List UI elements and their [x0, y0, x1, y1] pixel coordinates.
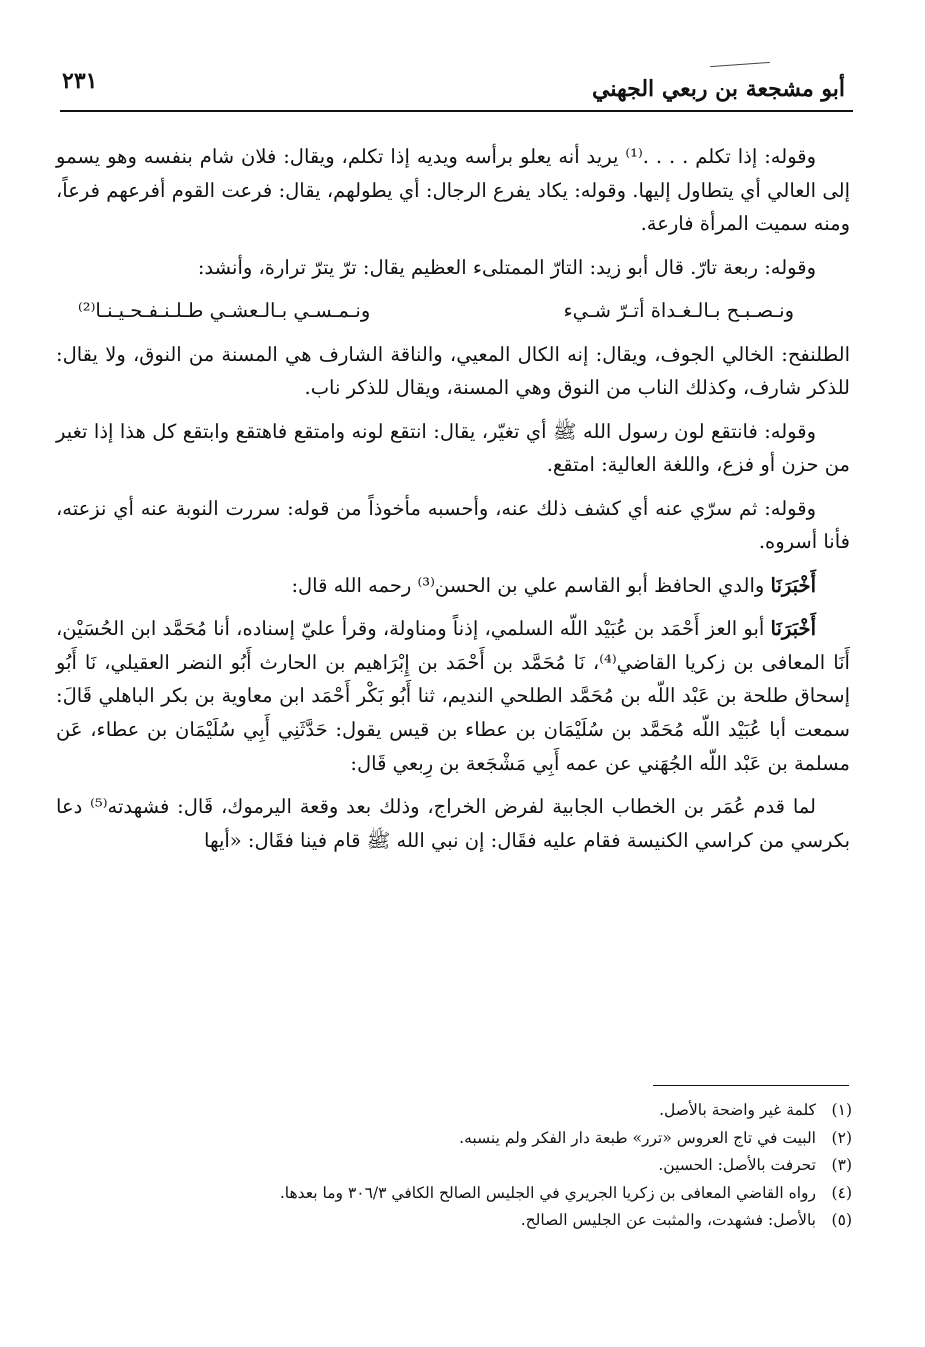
lead-word: أَخْبَرَنَا [770, 617, 816, 641]
running-title: أبو مشجعة بن ربعي الجهني [592, 76, 845, 102]
footnote-text: بالأصل: فشهدت، والمثبت عن الجليس الصالح. [520, 1211, 816, 1230]
lead-word: أَخْبَرَنَا [770, 573, 816, 597]
footnote-text: تحرفت بالأصل: الحسين. [658, 1156, 816, 1175]
paragraph: وقوله: إذا تكلم . . . .⁽¹⁾ يريد أنه يعلو برأسه ويديه إذا تكلم، ويقال: فلان شام بنفسه وهو يسمو إلى العالي أي يتطاول إليها. وقوله: يكاد يفرع الرجال: أي يطولهم، يقال: فرعت القوم أفرعهم فرعاً، ومنه سميت المرأة فارعة. [56, 145, 850, 236]
header-rule [60, 110, 853, 112]
footnote [100, 1181, 852, 1205]
footnotes [100, 1098, 852, 1236]
footnote-number: (٣) [831, 1156, 852, 1175]
paragraph [56, 569, 850, 603]
paragraph: وقوله: ربعة تارّ. قال أبو زيد: التارّ الممتلىء العظيم يقال: ترّ يترّ ترارة، وأنشد: [197, 255, 816, 279]
paragraph [56, 612, 850, 780]
paragraph: وقوله: فانتقع لون رسول الله ﷺ أي تغيّر، يقال: انتقع لونه وامتقع فاهتقع وابتقع كل هذا إذا تغير من حزن أو فزع، واللغة العالية: امتقع. [56, 419, 850, 477]
page-number: ٢٣١ [62, 68, 98, 94]
verse-hemistich-first: ونـصـبـح بـالـغـداة أتـرّ شـيء [563, 299, 794, 323]
paragraph: وقوله: ثم سرّي عنه أي كشف ذلك عنه، وأحسبه مأخوذاً من قوله: سررت النوبة عنه أي نزعته، فأنا أسروه. [56, 496, 850, 554]
poetry-verse [56, 294, 850, 328]
footnote-text: رواه القاضي المعافى بن زكريا الجريري في الجليس الصالح الكافي ٣٠٦/٣ وما بعدها. [279, 1183, 816, 1202]
footnote-number: (١) [831, 1101, 852, 1119]
footnote [100, 1153, 852, 1177]
footnote-text: كلمة غير واضحة بالأصل. [659, 1101, 816, 1119]
footnote-number: (٤) [831, 1183, 852, 1202]
main-text [56, 140, 850, 867]
footnote [100, 1126, 852, 1150]
paragraph-text: والدي الحافظ أبو القاسم علي بن الحسن⁽³⁾ رحمه الله قال: [291, 573, 765, 597]
verse-hemistich-second: ونـمـسـي بـالـعشـي طـلـنـفـحـيـنـا⁽²⁾ [78, 299, 371, 323]
footnote-text: البيت في تاج العروس «ترر» طبعة دار الفكر ولم ينسبه. [459, 1128, 816, 1147]
paragraph-text: أبو العز أَحْمَد بن عُبَيْد اللّه السلمي، إذناً ومناولة، وقرأ عليّ إسناده، أنا مُحَمَّد ابن الحُسَيْن، أَنَا المعافى بن زكريا القاضي⁽⁴⁾، نَا مُحَمَّد بن أَحْمَد بن إِبْرَاهيم بن الحارث أَبُو النضر العقيلي، نَا أَبُو إسحاق طلحة بن عَبْد اللّه بن مُحَمَّد الطلحي النديم، ثنا أَبُو بَكْر أَحْمَد ابن معاوية بن بكر الباهلي قَالَ: سمعت أبا عُبَيْد اللّه مُحَمَّد بن سُلَيْمَان بن عطاء بن قيس يقول: حَدَّثَنِي أَبِي سُلَيْمَان بن عطاء، عَن مسلمة بن عَبْد اللّه الجُهَني عن عمه أَبِي مَشْجَعة بن رِبعي قَال: [56, 617, 850, 775]
paragraph: لما قدم عُمَر بن الخطاب الجابية لفرض الخراج، وذلك بعد وقعة اليرموك، قَال: فشهدته⁽⁵⁾ دعا بكرسي من كراسي الكنيسة فقام عليه فقَال: إن نبي الله ﷺ قام فينا فقَال: «أيها [56, 795, 850, 852]
footnote [100, 1208, 852, 1232]
footnote-separator [653, 1085, 849, 1086]
footnote-number: (٢) [831, 1128, 852, 1147]
paragraph: الطلنفح: الخالي الجوف، ويقال: إنه الكال المعيي، والناقة الشارف هي المسنة من النوق، ولا يقال: للذكر شارف، وكذلك الناب من النوق وهي المسنة، ويقال للذكر ناب. [56, 342, 850, 400]
header-ornament [710, 62, 770, 67]
footnote-number: (٥) [831, 1211, 852, 1230]
footnote [100, 1098, 852, 1122]
